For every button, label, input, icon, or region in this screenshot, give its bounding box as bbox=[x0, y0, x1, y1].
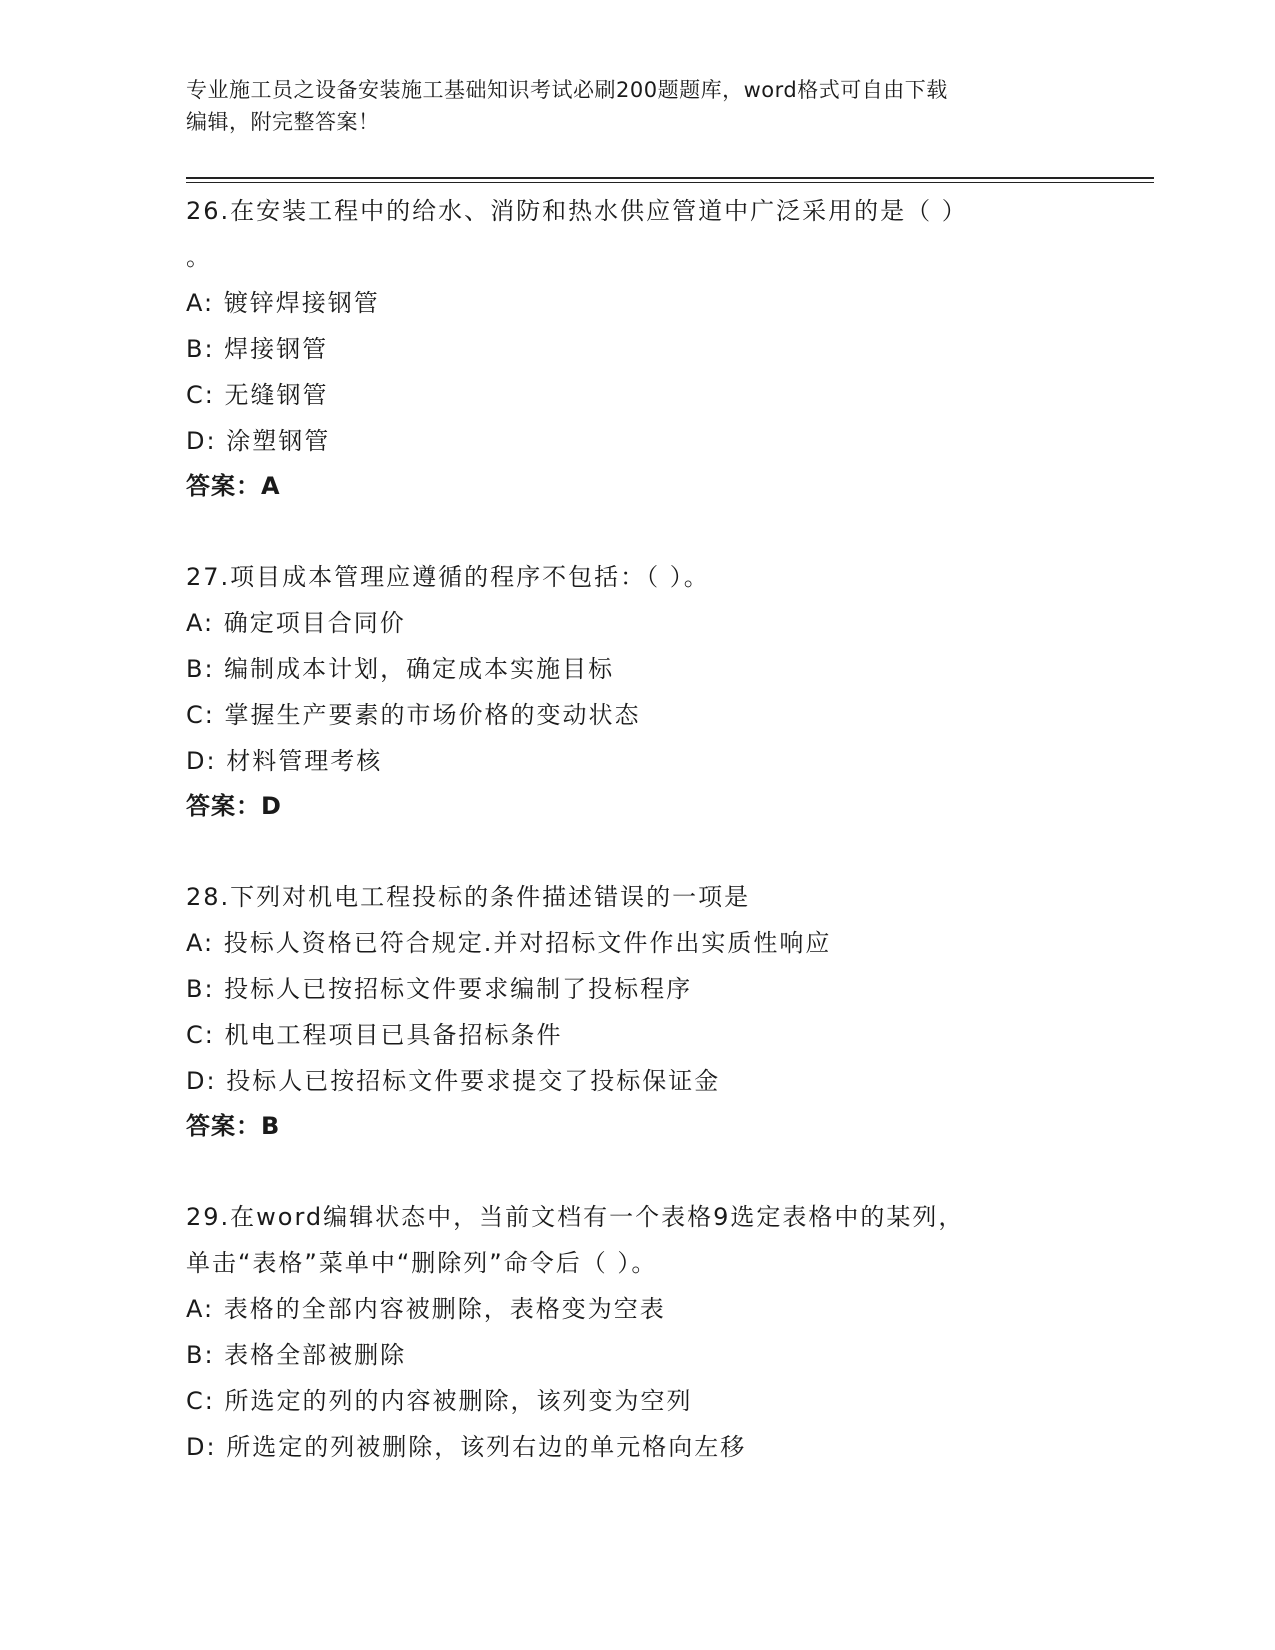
option-a: A: 投标人资格已符合规定.并对招标文件作出实质性响应 bbox=[186, 929, 832, 957]
option-d: D: 所选定的列被删除，该列右边的单元格向左移 bbox=[186, 1433, 747, 1461]
question-28 bbox=[186, 874, 1154, 1148]
header-divider-thick bbox=[186, 177, 1154, 179]
question-stem: 28.下列对机电工程投标的条件描述错误的一项是 bbox=[186, 883, 751, 911]
document-page bbox=[186, 0, 1154, 1650]
question-stem-continued: 单击“表格”菜单中“删除列”命令后（ ）。 bbox=[186, 1249, 658, 1277]
header-divider-thin bbox=[186, 182, 1154, 183]
question-stem: 27.项目成本管理应遵循的程序不包括：（ ）。 bbox=[186, 563, 710, 591]
option-c: C: 机电工程项目已具备招标条件 bbox=[186, 1021, 563, 1049]
answer: 答案：D bbox=[186, 792, 282, 820]
option-c: C: 所选定的列的内容被删除，该列变为空列 bbox=[186, 1387, 693, 1415]
header-line-1: 专业施工员之设备安装施工基础知识考试必刷200题题库，word格式可自由下载 bbox=[186, 78, 948, 102]
question-26 bbox=[186, 188, 1154, 508]
option-d: D: 涂塑钢管 bbox=[186, 427, 331, 455]
document-header bbox=[186, 74, 1066, 138]
option-b: B: 编制成本计划，确定成本实施目标 bbox=[186, 655, 615, 683]
question-27 bbox=[186, 554, 1154, 828]
option-a: A: 确定项目合同价 bbox=[186, 609, 406, 637]
option-c: C: 掌握生产要素的市场价格的变动状态 bbox=[186, 701, 641, 729]
option-b: B: 投标人已按招标文件要求编制了投标程序 bbox=[186, 975, 693, 1003]
option-d: D: 投标人已按招标文件要求提交了投标保证金 bbox=[186, 1067, 721, 1095]
option-b: B: 表格全部被删除 bbox=[186, 1341, 407, 1369]
option-a: A: 表格的全部内容被删除，表格变为空表 bbox=[186, 1295, 666, 1323]
option-a: A: 镀锌焊接钢管 bbox=[186, 289, 380, 317]
question-29 bbox=[186, 1194, 1154, 1470]
option-c: C: 无缝钢管 bbox=[186, 381, 329, 409]
header-line-2: 编辑，附完整答案！ bbox=[186, 110, 380, 134]
question-stem: 26.在安装工程中的给水、消防和热水供应管道中广泛采用的是（ ） bbox=[186, 197, 968, 225]
option-d: D: 材料管理考核 bbox=[186, 747, 383, 775]
question-stem: 29.在word编辑状态中，当前文档有一个表格9选定表格中的某列， bbox=[186, 1203, 965, 1231]
question-list bbox=[186, 188, 1154, 1516]
option-b: B: 焊接钢管 bbox=[186, 335, 329, 363]
answer: 答案：A bbox=[186, 472, 281, 500]
answer: 答案：B bbox=[186, 1112, 281, 1140]
question-stem-continued: 。 bbox=[186, 243, 212, 271]
